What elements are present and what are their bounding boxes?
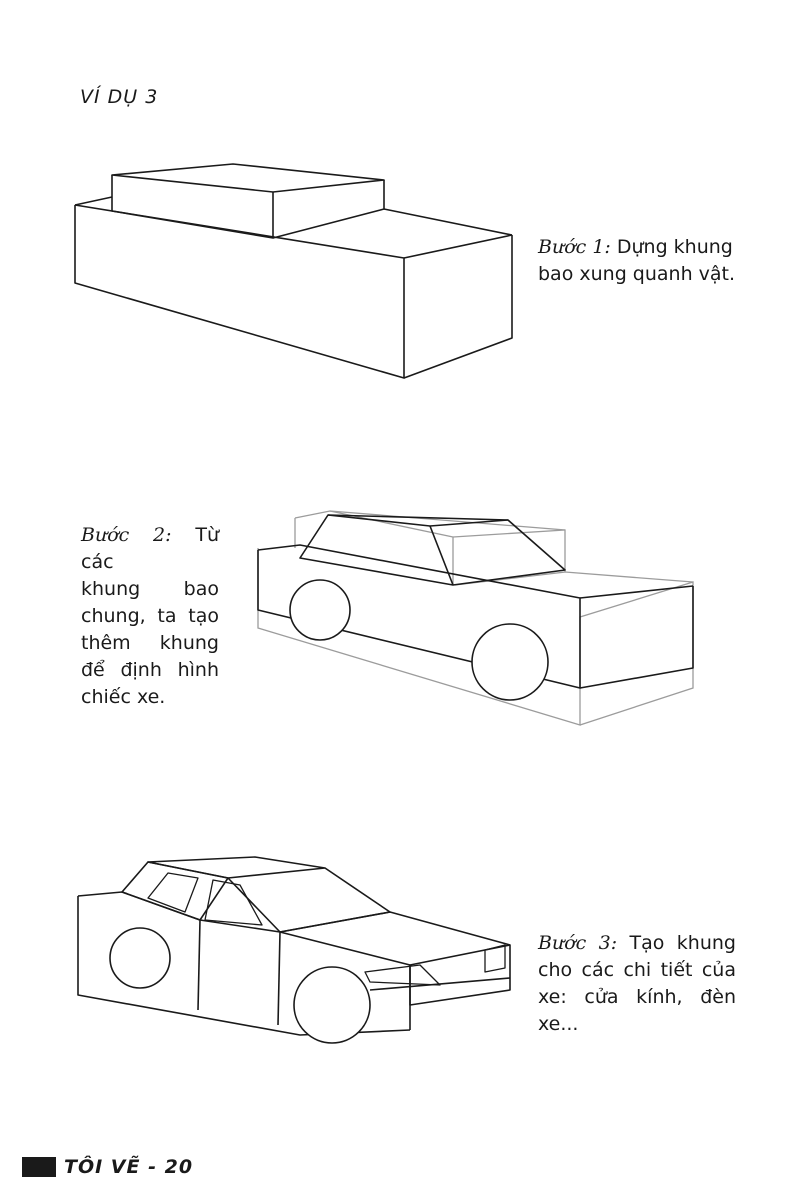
step2-label: Bước 2:: [81, 524, 172, 546]
front-wheel: [294, 967, 370, 1043]
headlight-right: [485, 945, 505, 972]
step3-label: Bước 3:: [538, 932, 618, 954]
footer-block: [22, 1157, 56, 1177]
front-side-window: [205, 880, 262, 925]
step1-text: Dựng khung bao xung quanh vật.: [538, 236, 736, 285]
car-front: [410, 945, 510, 1005]
rear-wheel: [110, 928, 170, 988]
footer-page-label: TÔI VẼ - 20: [64, 1156, 194, 1178]
step1-label: Bước 1:: [538, 236, 611, 258]
page-footer: [22, 1154, 193, 1180]
windshield: [228, 868, 390, 932]
rear-side-window: [148, 873, 198, 912]
step3-text: Tạo khung cho các chi tiết của xe: cửa kính, đèn xe...: [538, 932, 736, 1035]
door-line: [198, 920, 200, 1010]
headlight-left: [365, 965, 440, 985]
step1-caption: [538, 234, 758, 288]
example-heading: VÍ DỤ 3: [80, 86, 159, 108]
step3-caption: [538, 930, 736, 1038]
step2-caption: Bước 2: Từ các khung bao chung, ta tạo thêm khung để định hình chiếc xe.: [81, 524, 220, 708]
